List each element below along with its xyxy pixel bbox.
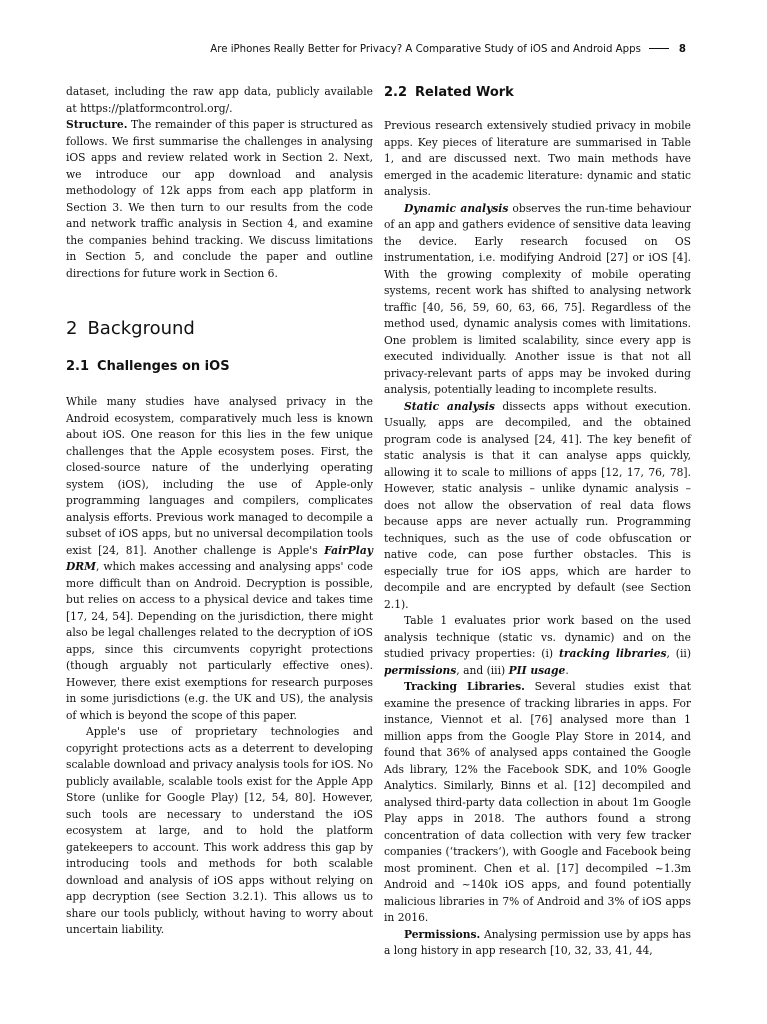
section-number: 2 xyxy=(66,318,78,339)
challenges-text-a: While many studies have analysed privacy in the Android ecosystem, comparatively much less is known about iOS. One reason for this lies in the few unique challenges that the Apple ecosystem poses. First, the closed-source nature of the underlying operating system (iOS), including the use of Apple-only programming languages and compilers, complicates analysis efforts. Previous work managed to decompile a subset of iOS apps, but no universal decompilation tools exist [24, 81]. Another challenge is Apple's xyxy=(66,395,373,557)
tracking-libraries-lead: Tracking Libraries. xyxy=(404,680,525,693)
static-analysis-text: dissects apps without execution. Usually, apps are decompiled, and the obtained program code is analysed [24, 41]. The key benefit of static analysis is that it can analyse apps quickly, allowing it to scale to millions of apps [12, 17, 76, 78]. However, static analysis – unlike dynamic analysis – does not allow the observation of real data flows because apps are never actually run. Programming techniques, such as the use of code obfuscation or native code, can pose further obstacles. This is especially true for iOS apps, which are harder to decompile and are encrypted by default (see Section 2.1). xyxy=(384,399,691,611)
table-eval-text-b: , (ii) xyxy=(666,647,691,660)
subsection-number: 2.1 xyxy=(66,359,90,374)
section-title: Background xyxy=(87,318,195,339)
table-evaluation-paragraph xyxy=(384,613,691,679)
table-eval-text-a: Table 1 evaluates prior work based on the used analysis technique (static vs. dynamic) and on the studied privacy properties: (i) xyxy=(384,614,691,660)
running-title: Are iPhones Really Better for Privacy? A Comparative Study of iOS and Android Apps xyxy=(210,44,641,55)
subsection-title: Challenges on iOS xyxy=(97,359,230,374)
dynamic-analysis-emphasis: Dynamic analysis xyxy=(404,201,509,215)
structure-paragraph xyxy=(66,117,373,282)
right-column xyxy=(384,84,691,960)
static-analysis-paragraph xyxy=(384,399,691,614)
structure-text: The remainder of this paper is structured as follows. We first summarise the challenges in analysing iOS apps and review related work in Section 2. Next, we introduce our app download and analysis methodology of 12k apps from each app platform in Section 3. We then turn to our results from the code and network traffic analysis in Section 4, and examine the companies behind tracking. We discuss limitations in Section 5, and conclude the paper and outline directions for future work in Section 6. xyxy=(66,118,373,280)
header-rule xyxy=(649,48,669,49)
permissions-lead: Permissions. xyxy=(404,927,481,941)
tracking-libraries-emphasis: tracking libraries xyxy=(558,647,667,660)
intro-paragraph-end: dataset, including the raw app data, publicly available at https://platformcontrol.org/. xyxy=(66,85,373,115)
table-eval-text-d: . xyxy=(565,663,569,677)
static-analysis-emphasis: Static analysis xyxy=(404,399,495,413)
table-eval-text-c: , and (iii) xyxy=(456,663,509,677)
subsection-title: Related Work xyxy=(415,85,514,100)
dynamic-analysis-paragraph xyxy=(384,201,691,399)
challenges-text-b: , which makes accessing and analysing apps' code more difficult than on Android. Decryption is possible, but relies on access to a physical device and takes time [17, 24, 54]. Depending on the jurisdiction, there might also be legal challenges related to the decryption of iOS apps, since this circumvents copyright protections (though arguably not particularly effective ones). However, there exist exemptions for research purposes in some jurisdictions (e.g. the UK and US), the analysis of which is beyond the scope of this paper. xyxy=(66,560,373,722)
left-column xyxy=(66,84,373,939)
tracking-libraries-paragraph xyxy=(384,679,691,927)
challenges-paragraph xyxy=(66,394,373,724)
permissions-text: Analysing permission use by apps has a long history in app research [10, 32, 33, 41, 44, xyxy=(384,927,691,957)
structure-lead: Structure. xyxy=(66,118,128,131)
dynamic-analysis-text: observes the run-time behaviour of an app and gathers evidence of sensitive data leaving the device. Early research focused on OS instrumentation, i.e. modifying Android [27] or iOS [4]. With the growing complexity of mobile operating systems, recent work has shifted to analysing network traffic [40, 56, 59, 60, 63, 66, 75]. Regardless of the method used, dynamic analysis comes with limitations. One problem is limited scalability, since every app is executed individually. Another issue is that not all privacy-relevant parts of apps may be invoked during analysis, potentially leading to incomplete results. xyxy=(384,201,691,396)
pii-usage-emphasis: PII usage xyxy=(508,663,566,677)
page-number: 8 xyxy=(678,44,686,55)
section-heading-background xyxy=(66,318,373,340)
permissions-paragraph xyxy=(384,927,691,960)
apple-proprietary-paragraph: Apple's use of proprietary technologies and copyright protections acts as a deterrent to developing scalable download and privacy analysis tools for iOS. No publicly available, scalable tools exist for the Apple App Store (unlike for Google Play) [12, 54, 80]. However, such tools are necessary to understand the iOS ecosystem at large, and to hold the platform gatekeepers to account. This work address this gap by introducing tools and methods for both scalable download and analysis of iOS apps without relying on app decryption (see Section 3.2.1). This allows us to share our tools publicly, without having to worry about uncertain liability. xyxy=(66,725,374,936)
fairplay-emphasis: FairPlay DRM xyxy=(66,543,373,573)
tracking-libraries-text: Several studies exist that examine the presence of tracking libraries in apps. For instance, Viennot et al. [76] analysed more than 1 million apps from the Google Play Store in 2014, and found that 36% of analysed apps contained the Google Ads library, 12% the Facebook SDK, and 10% Google Analytics. Similarly, Binns et al. [12] decompiled and analysed third-party data collection in about 1m Google Play apps in 2018. The authors found a strong concentration of data collection with very few tracker companies (‘trackers‘), with Google and Facebook being most prominent. Chen et al. [17] decompiled ~1.3m Android and ~140k iOS apps, and found potentially malicious libraries in 7% of Android and 3% of iOS apps in 2016. xyxy=(384,680,691,924)
related-work-intro: Previous research extensively studied privacy in mobile apps. Key pieces of literature are summarised in Table 1, and are discussed next. Two main methods have emerged in the academic literature: dynamic and static analysis. xyxy=(384,119,691,198)
running-header xyxy=(66,44,686,60)
subsection-heading-related-work xyxy=(384,84,691,102)
subsection-heading-challenges xyxy=(66,358,373,376)
permissions-emphasis: permissions xyxy=(384,663,457,677)
subsection-number: 2.2 xyxy=(384,85,408,100)
